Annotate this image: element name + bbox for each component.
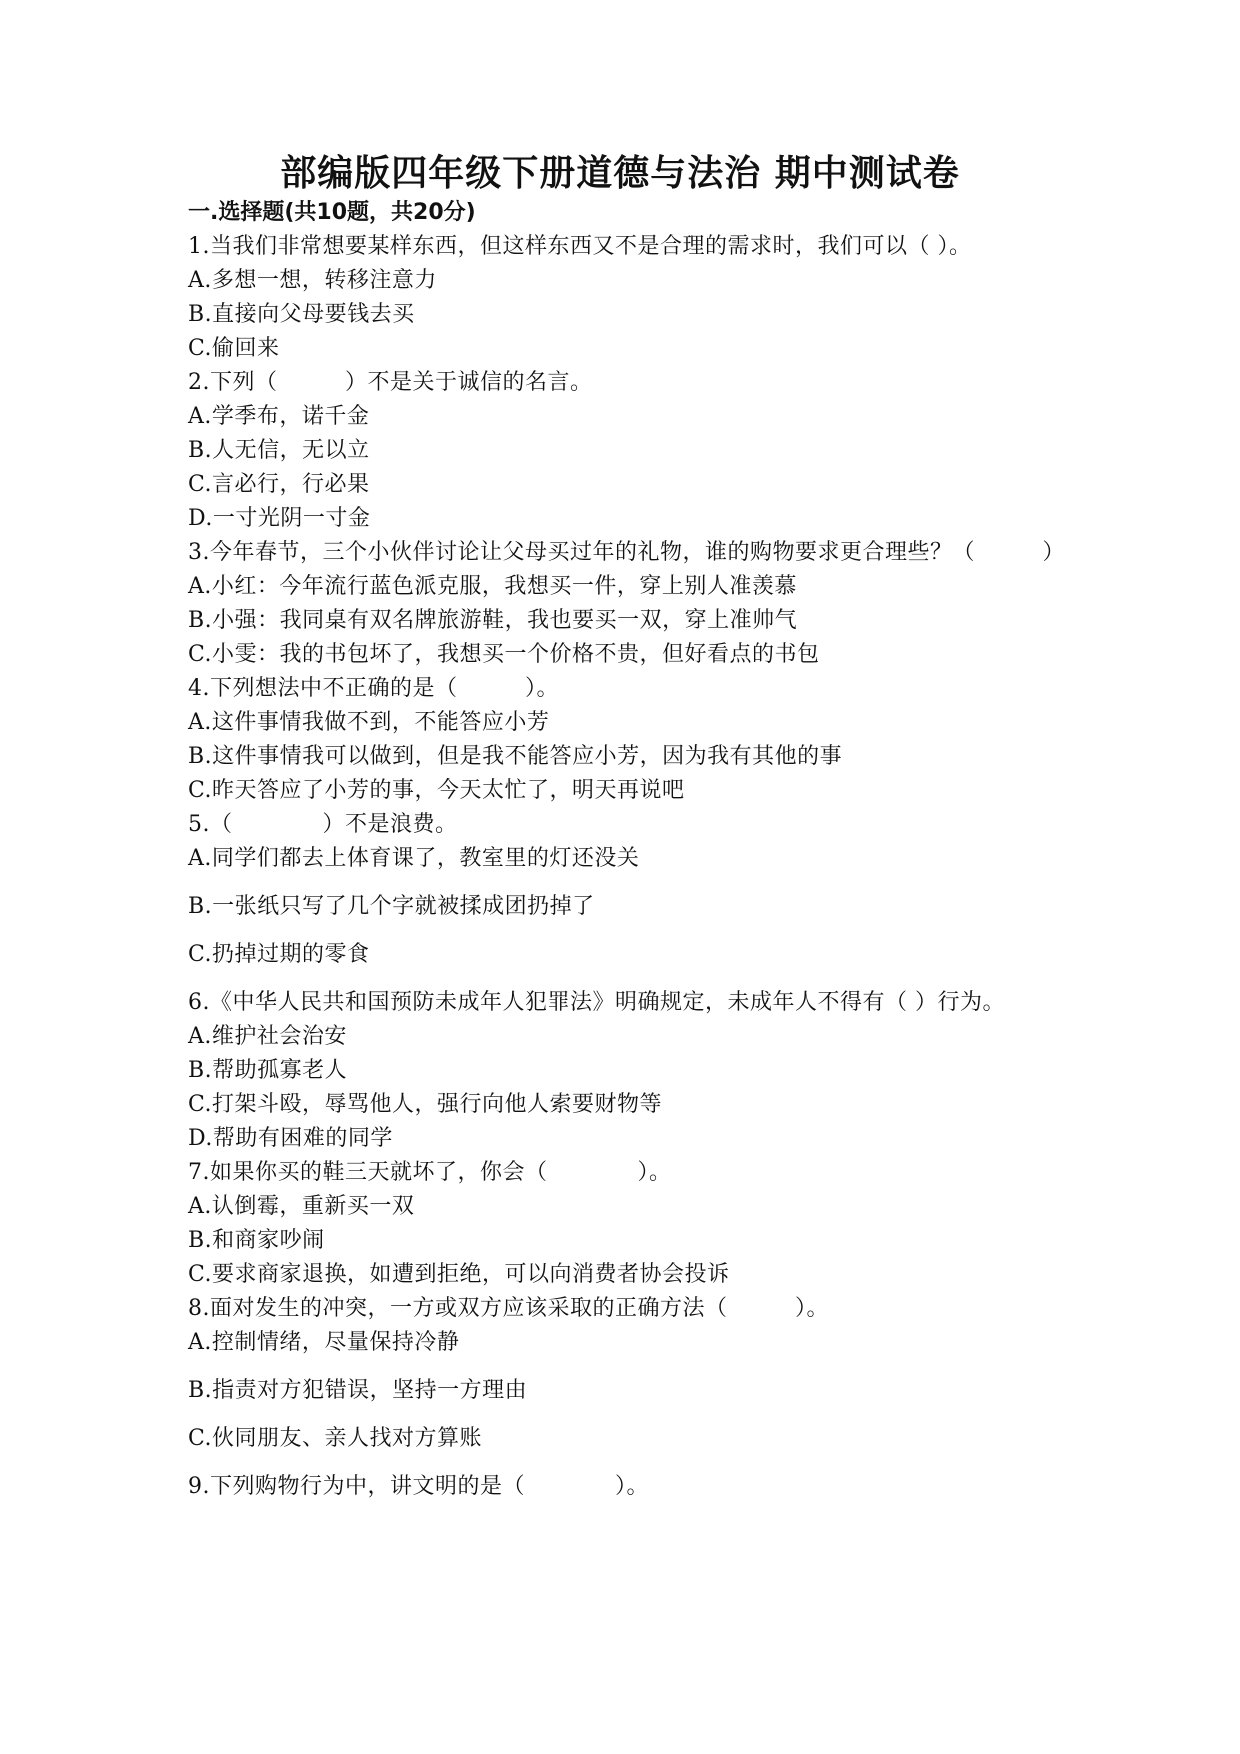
question-9 xyxy=(188,1472,1058,1501)
option-c: C.要求商家退换，如遭到拒绝，可以向消费者协会投诉 xyxy=(188,1262,730,1287)
question-text: 5.（ ）不是浪费。 xyxy=(188,812,458,837)
option-b: B.和商家吵闹 xyxy=(188,1228,325,1253)
option-a: A.认倒霉，重新买一双 xyxy=(188,1194,415,1219)
option-b: B.这件事情我可以做到，但是我不能答应小芳，因为我有其他的事 xyxy=(188,744,843,769)
option-c: C.打架斗殴，辱骂他人，强行向他人索要财物等 xyxy=(188,1092,663,1117)
question-5 xyxy=(188,810,1058,969)
option-c: C.伙同朋友、亲人找对方算账 xyxy=(188,1426,483,1451)
option-d: D.帮助有困难的同学 xyxy=(188,1126,393,1151)
question-text: 4.下列想法中不正确的是（ ）。 xyxy=(188,676,559,701)
option-a: A.小红：今年流行蓝色派克服，我想买一件，穿上别人准羡慕 xyxy=(188,574,797,599)
question-list xyxy=(188,232,1065,1506)
option-b: B.帮助孤寡老人 xyxy=(188,1058,348,1083)
option-a: A.学季布，诺千金 xyxy=(188,404,370,429)
question-text: 6.《中华人民共和国预防未成年人犯罪法》明确规定，未成年人不得有（ ）行为。 xyxy=(188,990,1005,1015)
option-a: A.维护社会治安 xyxy=(188,1024,347,1049)
page-title: 部编版四年级下册道德与法治 期中测试卷 xyxy=(280,153,960,194)
option-b: B.一张纸只写了几个字就被揉成团扔掉了 xyxy=(188,894,595,919)
question-text: 8.面对发生的冲突，一方或双方应该采取的正确方法（ ）。 xyxy=(188,1296,829,1321)
option-b: B.小强：我同桌有双名牌旅游鞋，我也要买一双，穿上准帅气 xyxy=(188,608,798,633)
question-text: 2.下列（ ）不是关于诚信的名言。 xyxy=(188,370,593,395)
question-text: 7.如果你买的鞋三天就坏了，你会（ ）。 xyxy=(188,1160,672,1185)
option-c: C.扔掉过期的零食 xyxy=(188,942,370,967)
question-6 xyxy=(188,988,1058,1153)
option-c: C.偷回来 xyxy=(188,336,280,361)
option-a: A.同学们都去上体育课了，教室里的灯还没关 xyxy=(188,846,640,871)
question-7 xyxy=(188,1158,1058,1289)
question-4 xyxy=(188,674,1058,805)
option-a: A.控制情绪，尽量保持冷静 xyxy=(188,1330,460,1355)
question-text: 3.今年春节，三个小伙伴讨论让父母买过年的礼物，谁的购物要求更合理些？（ ） xyxy=(188,540,1065,565)
option-b: B.直接向父母要钱去买 xyxy=(188,302,415,327)
question-2 xyxy=(188,368,1058,533)
question-text: 1.当我们非常想要某样东西，但这样东西又不是合理的需求时，我们可以（ ）。 xyxy=(188,234,972,259)
option-d: D.一寸光阴一寸金 xyxy=(188,506,371,531)
question-text: 9.下列购物行为中，讲文明的是（ ）。 xyxy=(188,1474,649,1499)
option-c: C.昨天答应了小芳的事，今天太忙了，明天再说吧 xyxy=(188,778,685,803)
option-a: A.这件事情我做不到，不能答应小芳 xyxy=(188,710,550,735)
option-a: A.多想一想，转移注意力 xyxy=(188,268,437,293)
question-3 xyxy=(188,538,1065,669)
section-heading: 一.选择题(共10题，共20分) xyxy=(188,200,476,225)
option-b: B.人无信，无以立 xyxy=(188,438,370,463)
option-b: B.指责对方犯错误，坚持一方理由 xyxy=(188,1378,528,1403)
question-8 xyxy=(188,1294,1058,1453)
option-c: C.小雯：我的书包坏了，我想买一个价格不贵，但好看点的书包 xyxy=(188,642,820,667)
question-1 xyxy=(188,232,1058,363)
option-c: C.言必行，行必果 xyxy=(188,472,370,497)
